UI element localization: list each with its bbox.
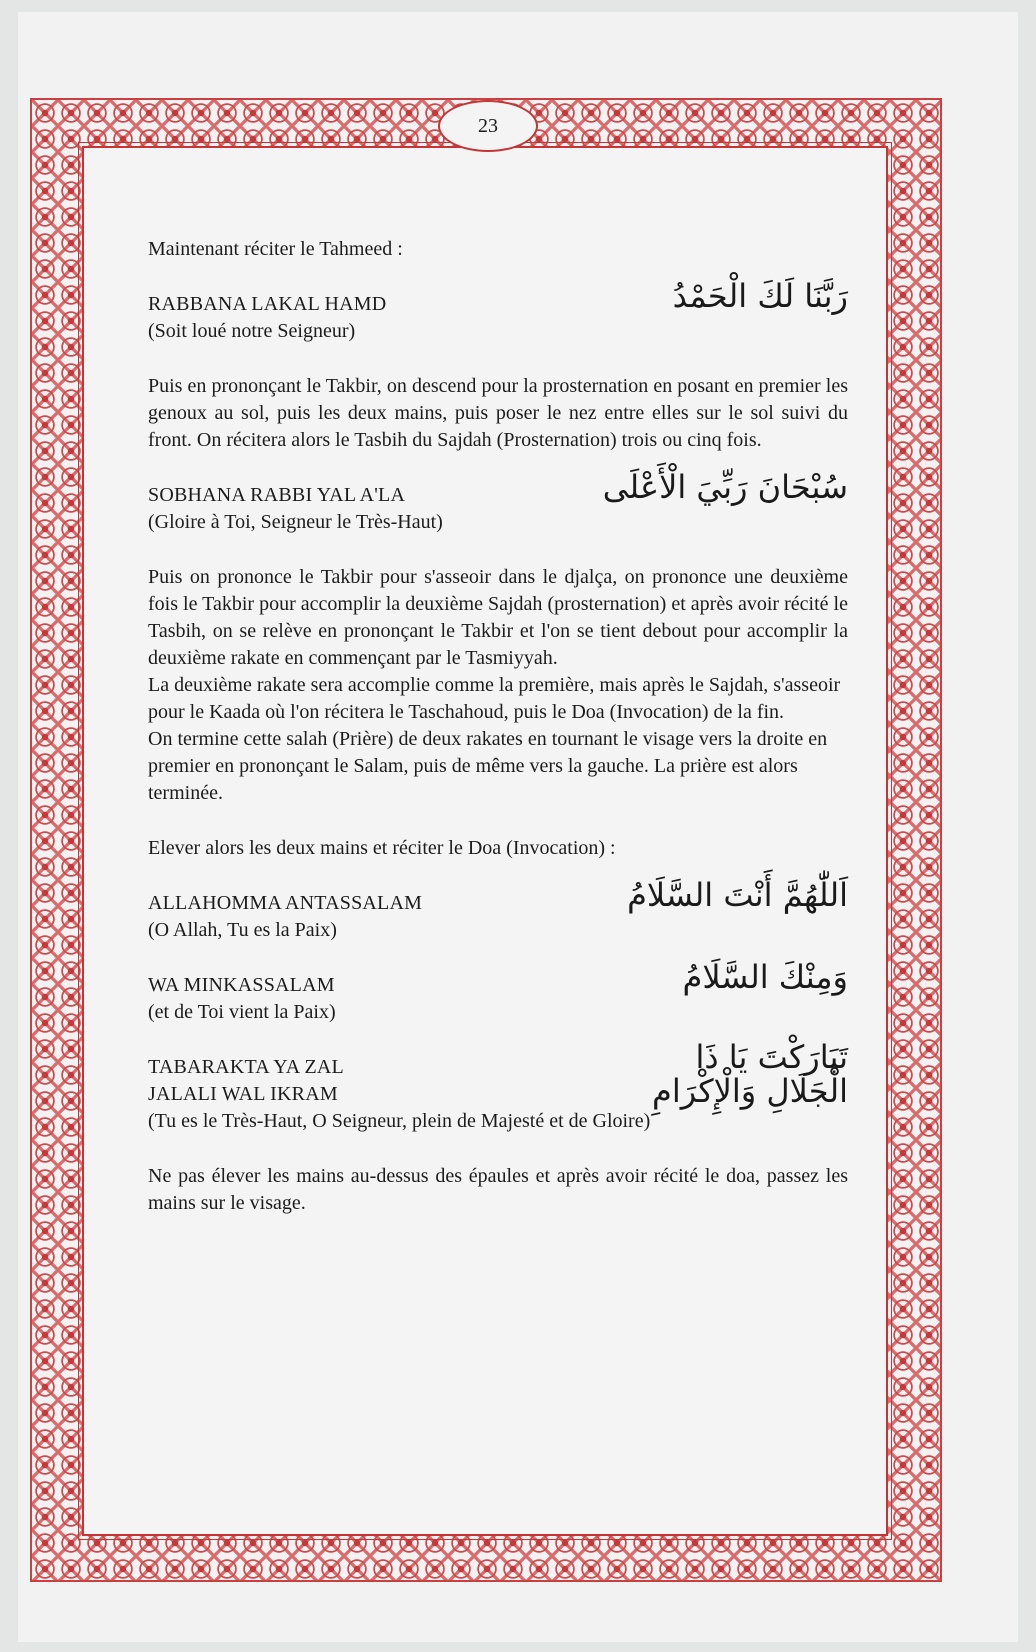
prayer-translation: (Soit loué notre Seigneur) — [148, 320, 356, 342]
page-number-text: 23 — [478, 114, 498, 137]
arabic-text: اَللّٰهُمَّ أَنْتَ السَّلَامُ — [627, 876, 848, 914]
prayer-tabarakta — [148, 1038, 848, 1135]
prayer-transliteration: WA MINKASSALAM — [148, 974, 335, 996]
intro-tahmeed: Maintenant réciter le Tahmeed : — [148, 238, 403, 260]
prayer-transliteration: RABBANA LAKAL HAMD — [148, 293, 387, 315]
paragraph-kaada: La deuxième rakate sera accomplie comme la première, mais après le Sajdah, s'asseoir pour le Kaada où l'on récitera le Taschahoud, puis le Doa (Invocation) de la fin. — [148, 674, 841, 723]
prayer-sobhana — [148, 468, 848, 536]
prayer-transliteration: ALLAHOMMA ANTASSALAM — [148, 892, 423, 914]
paragraph-djalca: Puis on prononce le Takbir pour s'asseoir dans le djalça, on prononce une deuxième fois le Takbir pour accomplir la deuxième Sajdah (prosternation) et après avoir récité le Tasbih, on se relève en prononçant le Takbir et l'on se tient debout pour accomplir la deuxième rakate en commençant par le Tasmiyyah. — [148, 566, 848, 669]
book-page — [18, 12, 1018, 1642]
prayer-rabbana — [148, 277, 848, 345]
arabic-text — [652, 1040, 848, 1108]
arabic-text: وَمِنْكَ السَّلَامُ — [682, 958, 848, 996]
paragraph-sajdah: Puis en prononçant le Takbir, on descend pour la prosternation en posant en premier les genoux au sol, puis les deux mains, puis poser le nez entre elles sur le sol suivi du front. On récitera alors le Tasbih du Sajdah (Prosternation) trois ou cinq fois. — [148, 375, 848, 451]
prayer-translation: (Gloire à Toi, Seigneur le Très-Haut) — [148, 511, 443, 533]
prayer-translation: (O Allah, Tu es la Paix) — [148, 919, 337, 941]
prayer-transliteration: SOBHANA RABBI YAL A'LA — [148, 484, 406, 506]
page-number — [438, 100, 538, 152]
intro-doa: Elever alors les deux mains et réciter le Doa (Invocation) : — [148, 837, 616, 859]
page-content — [148, 236, 848, 1217]
closing-paragraph: Ne pas élever les mains au-dessus des épaules et après avoir récité le doa, passez les mains sur le visage. — [148, 1165, 848, 1214]
arabic-line-2: الْجَلَالِ وَالْإِكْرَامِ — [652, 1072, 848, 1110]
arabic-line-1: تَبَارَكْتَ يَا ذَا — [695, 1038, 848, 1076]
prayer-minkassalam — [148, 958, 848, 1026]
arabic-text: رَبَّنَا لَكَ الْحَمْدُ — [672, 277, 848, 315]
prayer-transliteration-line1: TABARAKTA YA ZAL — [148, 1056, 344, 1078]
prayer-translation: (Tu es le Très-Haut, O Seigneur, plein de Majesté et de Gloire) — [148, 1110, 651, 1132]
arabic-text: سُبْحَانَ رَبِّيَ الْأَعْلَى — [602, 468, 848, 506]
prayer-translation: (et de Toi vient la Paix) — [148, 1001, 336, 1023]
prayer-allahomma — [148, 876, 848, 944]
paragraph-salam: On termine cette salah (Prière) de deux rakates en tournant le visage vers la droite en premier en prononçant le Salam, puis de même vers la gauche. La prière est alors terminée. — [148, 728, 828, 804]
prayer-transliteration-line2: JALALI WAL IKRAM — [148, 1083, 338, 1105]
